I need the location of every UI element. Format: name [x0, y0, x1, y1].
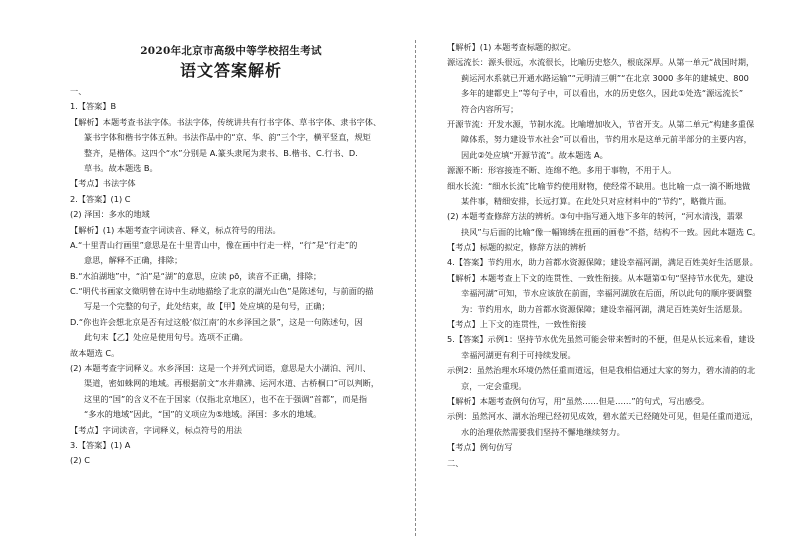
text-line: 开源节流：开发水源，节制水流。比喻增加收入，节省开支。从第二单元“构建多重保: [447, 118, 755, 129]
text-line: 4.【答案】节约用水，助力首都水资源保障；建设幸福河湖，满足百姓美好生活愿景。: [447, 257, 758, 268]
text-line: 草书。故本题选 B。: [84, 162, 158, 173]
text-line: 1.【答案】B: [70, 101, 117, 112]
text-line: 【解析】(1) 本题考查标题的拟定。: [447, 42, 576, 52]
text-line: 水的治理依然需要我们坚持不懈地继续努力。: [461, 426, 625, 437]
text-line: 幸福河湖”可知，节水应该放在前面，幸福河湖放在后面，所以此句的顺序要调整: [461, 288, 752, 299]
text-line: 这里的“国”的含义不在于国家（仅指北京地区），也不在于强调“首都”，而是指: [84, 393, 368, 404]
title-block: [70, 0, 392, 82]
text-line: 【考点】上下文的连贯性，一致性衔接: [447, 319, 587, 330]
text-line: C.“明代书画家文徵明曾在诗中生动地描绘了北京的湖光山色”是陈述句，与前面的描: [70, 286, 374, 297]
text-line: 京，一定会重现。: [461, 380, 527, 391]
text-line: (2) 泽国：多水的地域: [70, 209, 150, 220]
text-line: D.“你也许会想北京是否有过这般‘似江南’的水乡泽国之景”，这是一句陈述句，因: [70, 316, 363, 327]
column-divider: [415, 40, 416, 536]
text-line: 示例2：虽然治理水环境仍然任重而道远，但是我相信通过大家的努力，碧水清韵的北: [447, 365, 756, 376]
text-line: 整齐，是楷体。这四个“水”分别是 A.篆头隶尾为隶书、B.楷书、C.行书、D.: [84, 147, 358, 158]
right-column-text: [447, 0, 769, 471]
exam-title: 2020年北京市高级中等学校招生考试: [140, 45, 322, 57]
text-line: 【考点】标题的拟定，修辞方法的辨析: [447, 242, 587, 253]
text-line: (2) 本题考查字词释义。水乡泽国：这是一个并列式词语，意思是大小湖泊、河川、: [70, 363, 371, 374]
right-column: [447, 0, 769, 560]
text-line: 3.【答案】(1) A: [70, 439, 131, 450]
text-line: 【解析】本题考查上下文的连贯性、一致性衔接。从本题第①句“坚持节水优先，建设: [447, 272, 754, 283]
left-column: [70, 0, 392, 560]
text-line: “多水的地域”因此，“国”的义项应为⑤地域。泽国：多水的地域。: [84, 409, 322, 420]
document-title: 语文答案解析: [179, 61, 282, 80]
text-line: 写是一个完整的句子，此处结束，故【甲】处应填的是句号，正确；: [84, 301, 330, 312]
text-line: 【解析】本题考查书法字体。书法字体，传统讲共有行书字体、草书字体、隶书字体、: [70, 116, 382, 127]
text-line: 【解析】(1) 本题考查字词读音、释义，标点符号的用法。: [70, 224, 281, 235]
text-line: 意思，解释不正确，排除；: [84, 255, 183, 266]
text-line: 一、: [70, 86, 87, 96]
text-line: 细水长流：“细水长流”比喻节约使用财物，使经常不缺用。也比喻一点一滴不断地做: [447, 180, 751, 191]
text-line: 符合内容所写；: [461, 103, 519, 114]
text-line: 源源不断：形容接连不断、连绵不绝。多用于事物，不用于人。: [447, 165, 677, 176]
text-line: 因此②处应填“开源节流”。故本题选 A。: [461, 149, 608, 160]
text-line: 篆书字体和楷书字体五种。书法作品中的“京、华、韵”三个字，横平竖直，规矩: [84, 132, 371, 143]
text-line: (2) C: [70, 455, 90, 466]
text-line: A.“十里青山行画里”意思是在十里青山中，像在画中行走一样，“行”是“行走”的: [70, 239, 358, 250]
text-line: 故本题选 C。: [70, 347, 120, 358]
text-line: 5.【答案】示例1：坚持节水优先虽然可能会带来暂时的不便，但是从长远来看，建设: [447, 334, 755, 345]
text-line: 蓟运河水系就已开通水路运输”“元明清三朝”“在北京 3000 多年的建城史、800: [461, 72, 749, 83]
text-line: 多年的建都史上”等句子中，可以看出，水的历史悠久，因此①处选“源远流长”: [461, 88, 744, 99]
text-line: 抉风”与后面的比喻“像一幅锦绣在扭画的画卷”不搭，结构不一致。因此本题选 C。: [461, 226, 761, 237]
text-line: 【考点】书法字体: [70, 178, 136, 189]
text-line: 障体系，努力建设节水社会”可以看出，节约用水是这单元前半部分的主要内容，: [461, 134, 752, 145]
text-line: 示例：虽然河水、湖水治理已经初见成效，碧水蓝天已经随处可见，但是任重而道远，: [447, 411, 759, 422]
text-line: 为：节约用水，助力首都水资源保障；建设幸福河湖，满足百姓美好生活愿景。: [461, 303, 748, 314]
text-line: (2) 本题考查修辞方法的辨析。③句中指写通入地下多年的转河，“河水清浅，翡翠: [447, 211, 743, 222]
left-column-text: [70, 84, 392, 469]
text-line: 幸福河湖更有利于可持续发展。: [461, 349, 576, 360]
text-line: 【解析】本题考查例句仿写，用“虽然……但是……”的句式，写出感受。: [447, 395, 710, 406]
text-line: 源远流长：源头很远，水流很长，比喻历史悠久，根底深厚。从第一单元“战国时期，: [447, 57, 755, 68]
text-line: 此句末【乙】处应是使用句号。选项不正确。: [84, 332, 248, 343]
text-line: B.“水泊湖地”中，“泊”是“湖”的意思，应读 pō，读音不正确，排除；: [70, 270, 322, 281]
text-line: 二、: [447, 457, 464, 468]
text-line: 渠道，密如蛛网的地域。再根据前文“水井鼎沸、运河水道、古桥桐口”可以判断，: [84, 378, 380, 389]
text-line: 【考点】字词读音，字词释义，标点符号的用法: [70, 424, 242, 435]
text-line: 【考点】例句仿写: [447, 442, 513, 453]
text-line: 某件事，精细安排，长远打算。在此处只对应材料中的“节约”，略微片面。: [461, 195, 732, 206]
text-line: 2.【答案】(1) C: [70, 193, 131, 204]
